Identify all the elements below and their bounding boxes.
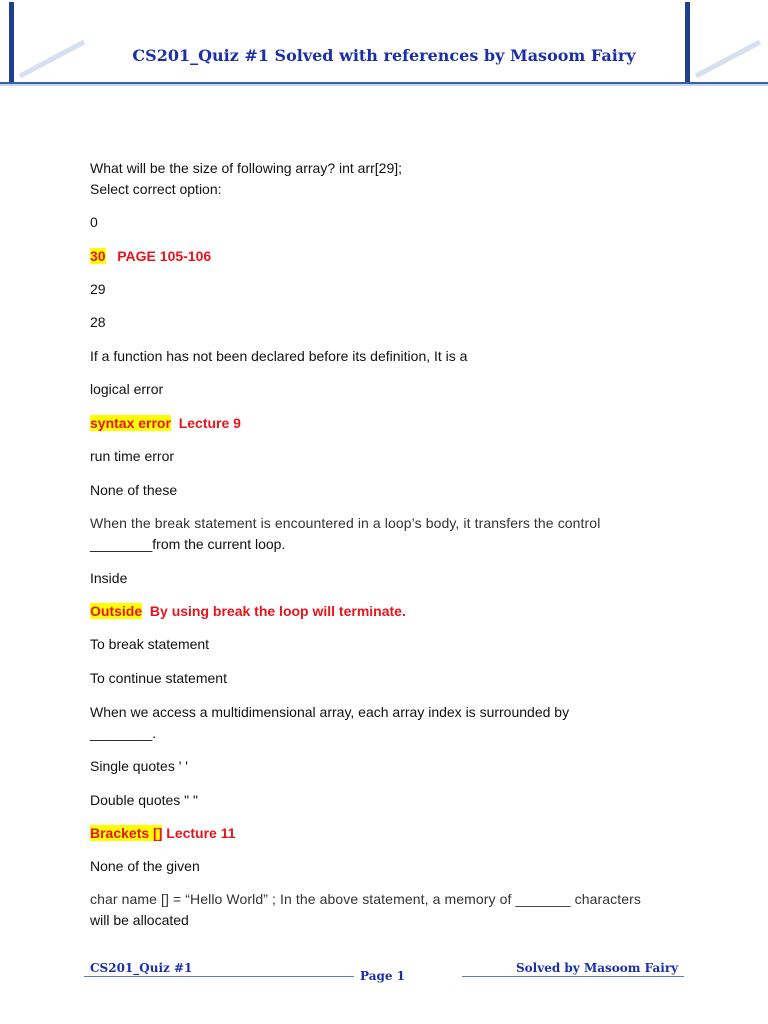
question-text: When the break statement is encountered in a loop’s body, it transfers the control bbox=[90, 515, 601, 531]
question-prompt: Select correct option: bbox=[90, 181, 222, 197]
question-text: If a function has not been declared before its definition, It is a bbox=[90, 348, 468, 364]
correct-answer: 30 bbox=[90, 248, 106, 264]
option-text: To continue statement bbox=[90, 670, 227, 686]
option-text: 29 bbox=[90, 281, 106, 297]
header-bar-right bbox=[685, 2, 690, 82]
correct-answer: Brackets [] bbox=[90, 825, 163, 841]
page-title: CS201_Quiz #1 Solved with references by Masoom Fairy bbox=[132, 46, 636, 65]
answer-reference: Lecture 11 bbox=[166, 825, 236, 841]
footer-author: Solved by Masoom Fairy bbox=[516, 961, 679, 975]
option-text: 0 bbox=[90, 214, 98, 230]
header-bar-left bbox=[9, 2, 14, 82]
question-text: When we access a multidimensional array, each array index is surrounded by bbox=[90, 704, 570, 720]
header-rule-shadow bbox=[0, 84, 768, 86]
correct-answer: Outside bbox=[90, 603, 143, 619]
header-decoration-right bbox=[694, 30, 764, 80]
option-text: run time error bbox=[90, 448, 175, 464]
option-text: logical error bbox=[90, 381, 164, 397]
question-text-continued: ________. bbox=[90, 725, 157, 741]
answer-reference: By using break the loop will terminate. bbox=[149, 603, 406, 619]
option-text: To break statement bbox=[90, 636, 210, 652]
question-text-continued: will be allocated bbox=[90, 912, 189, 928]
answer-row bbox=[90, 823, 236, 843]
option-text: None of these bbox=[90, 482, 178, 498]
option-text: Inside bbox=[90, 570, 128, 586]
option-text: Single quotes ' ' bbox=[90, 758, 188, 774]
footer-quiz-label: CS201_Quiz #1 bbox=[90, 961, 193, 975]
correct-answer: syntax error bbox=[90, 415, 171, 431]
footer-rule-right bbox=[462, 976, 684, 977]
question-text-continued: ________from the current loop. bbox=[90, 536, 286, 552]
answer-row bbox=[90, 601, 406, 621]
answer-row bbox=[90, 413, 241, 433]
answer-reference: PAGE 105-106 bbox=[117, 248, 212, 264]
answer-reference: Lecture 9 bbox=[178, 415, 241, 431]
option-text: 28 bbox=[90, 314, 106, 330]
question-text: What will be the size of following array? int arr[29]; bbox=[90, 160, 403, 176]
option-text: Double quotes " " bbox=[90, 792, 199, 808]
footer-rule-left bbox=[84, 976, 354, 977]
page-number: Page 1 bbox=[360, 969, 406, 983]
answer-row bbox=[90, 246, 211, 266]
option-text: None of the given bbox=[90, 858, 200, 874]
question-text: char name [] = “Hello World” ; In the above statement, a memory of _______ characters bbox=[90, 891, 642, 907]
